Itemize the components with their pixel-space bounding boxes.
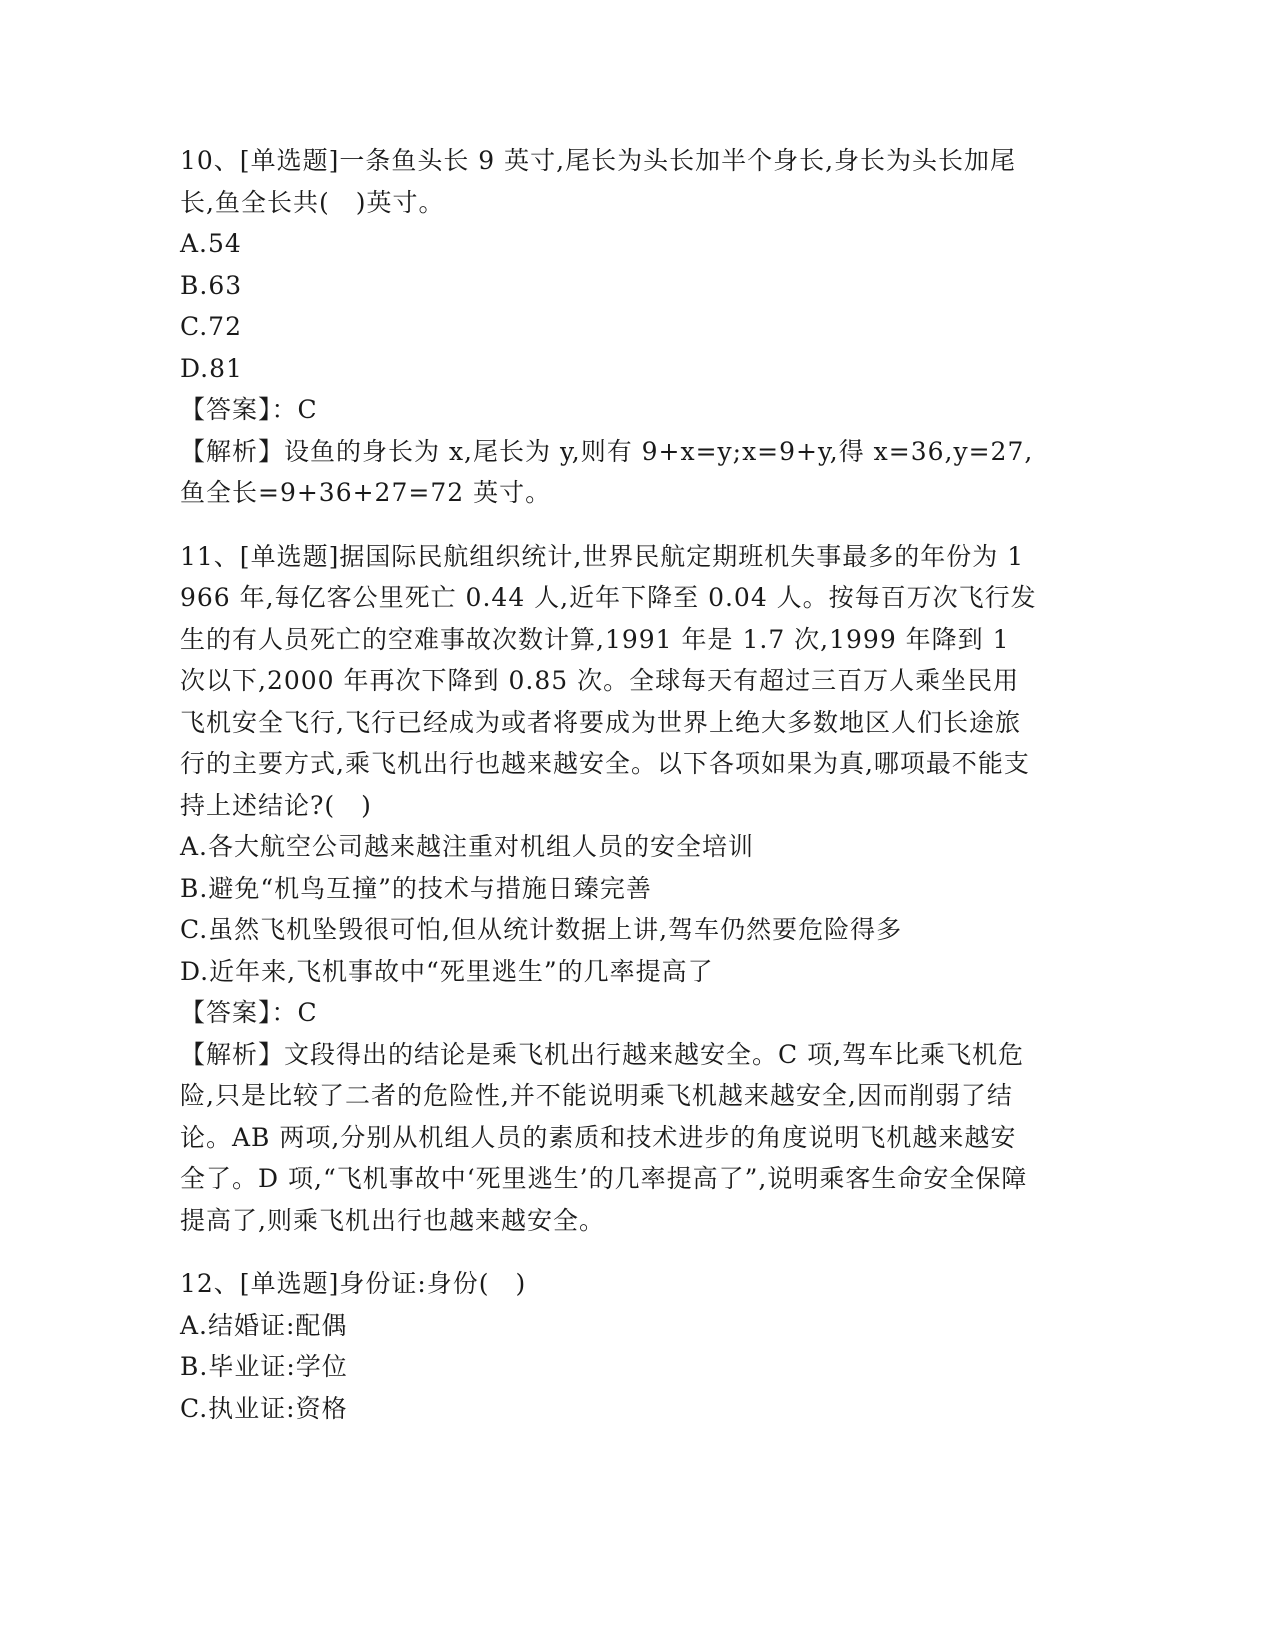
option-c: C.虽然飞机坠毁很可怕,但从统计数据上讲,驾车仍然要危险得多 [180,915,903,944]
option-a: A.各大航空公司越来越注重对机组人员的安全培训 [180,832,755,861]
answer-line: 【答案】：C [180,395,318,424]
option-b: B.63 [180,270,243,300]
option-d: D.81 [180,353,243,383]
question-stem: 11、[单选题]据国际民航组织统计,世界民航定期班机失事最多的年份为 1966 年,每亿客公里死亡 0.44 人,近年下降至 0.04 人。按每百万次飞行发生的有人员死亡的空难事故次数计算,1991 年是 1.7 次,1999 年降到 1 次以下,2000 年再次下降到 0.85 次。全球每天有超过三百万人乘坐民用飞机安全飞行,飞行已经成为或者将要成为世界上绝大多数地区人们长途旅行的主要方式,乘飞机出行也越来越安全。以下各项如果为真,哪项最不能支持上述结论?( ) [180,541,1037,820]
document-page [180,140,1040,1451]
option-b: B.毕业证:学位 [180,1352,348,1381]
analysis-text: 【解析】文段得出的结论是乘飞机出行越来越安全。C 项,驾车比乘飞机危险,只是比较了二者的危险性,并不能说明乘飞机越来越安全,因而削弱了结论。AB 两项,分别从机组人员的素质和技术进步的角度说明飞机越来越安全了。D 项,“飞机事故中‘死里逃生’的几率提高了”,说明乘客生命安全保障提高了,则乘飞机出行也越来越安全。 [180,1039,1028,1235]
answer-line: 【答案】：C [180,998,318,1027]
analysis-text: 【解析】设鱼的身长为 x,尾长为 y,则有 9+x=y;x=9+y,得 x=36,y=27,鱼全长=9+36+27=72 英寸。 [180,436,1034,507]
question-stem: 12、[单选题]身份证:身份( ) [180,1269,527,1298]
option-c: C.72 [180,312,242,341]
question-10 [180,140,1040,514]
option-c: C.执业证:资格 [180,1393,348,1423]
question-stem: 10、[单选题]一条鱼头长 9 英寸,尾长为头长加半个身长,身长为头长加尾长,鱼全长共( )英寸。 [180,146,1017,217]
option-b: B.避免“机鸟互撞”的技术与措施日臻完善 [180,873,652,903]
question-12 [180,1263,1040,1429]
option-a: A.结婚证:配偶 [180,1310,348,1340]
question-11 [180,536,1040,1242]
option-a: A.54 [180,229,242,258]
option-d: D.近年来,飞机事故中“死里逃生”的几率提高了 [180,956,714,986]
